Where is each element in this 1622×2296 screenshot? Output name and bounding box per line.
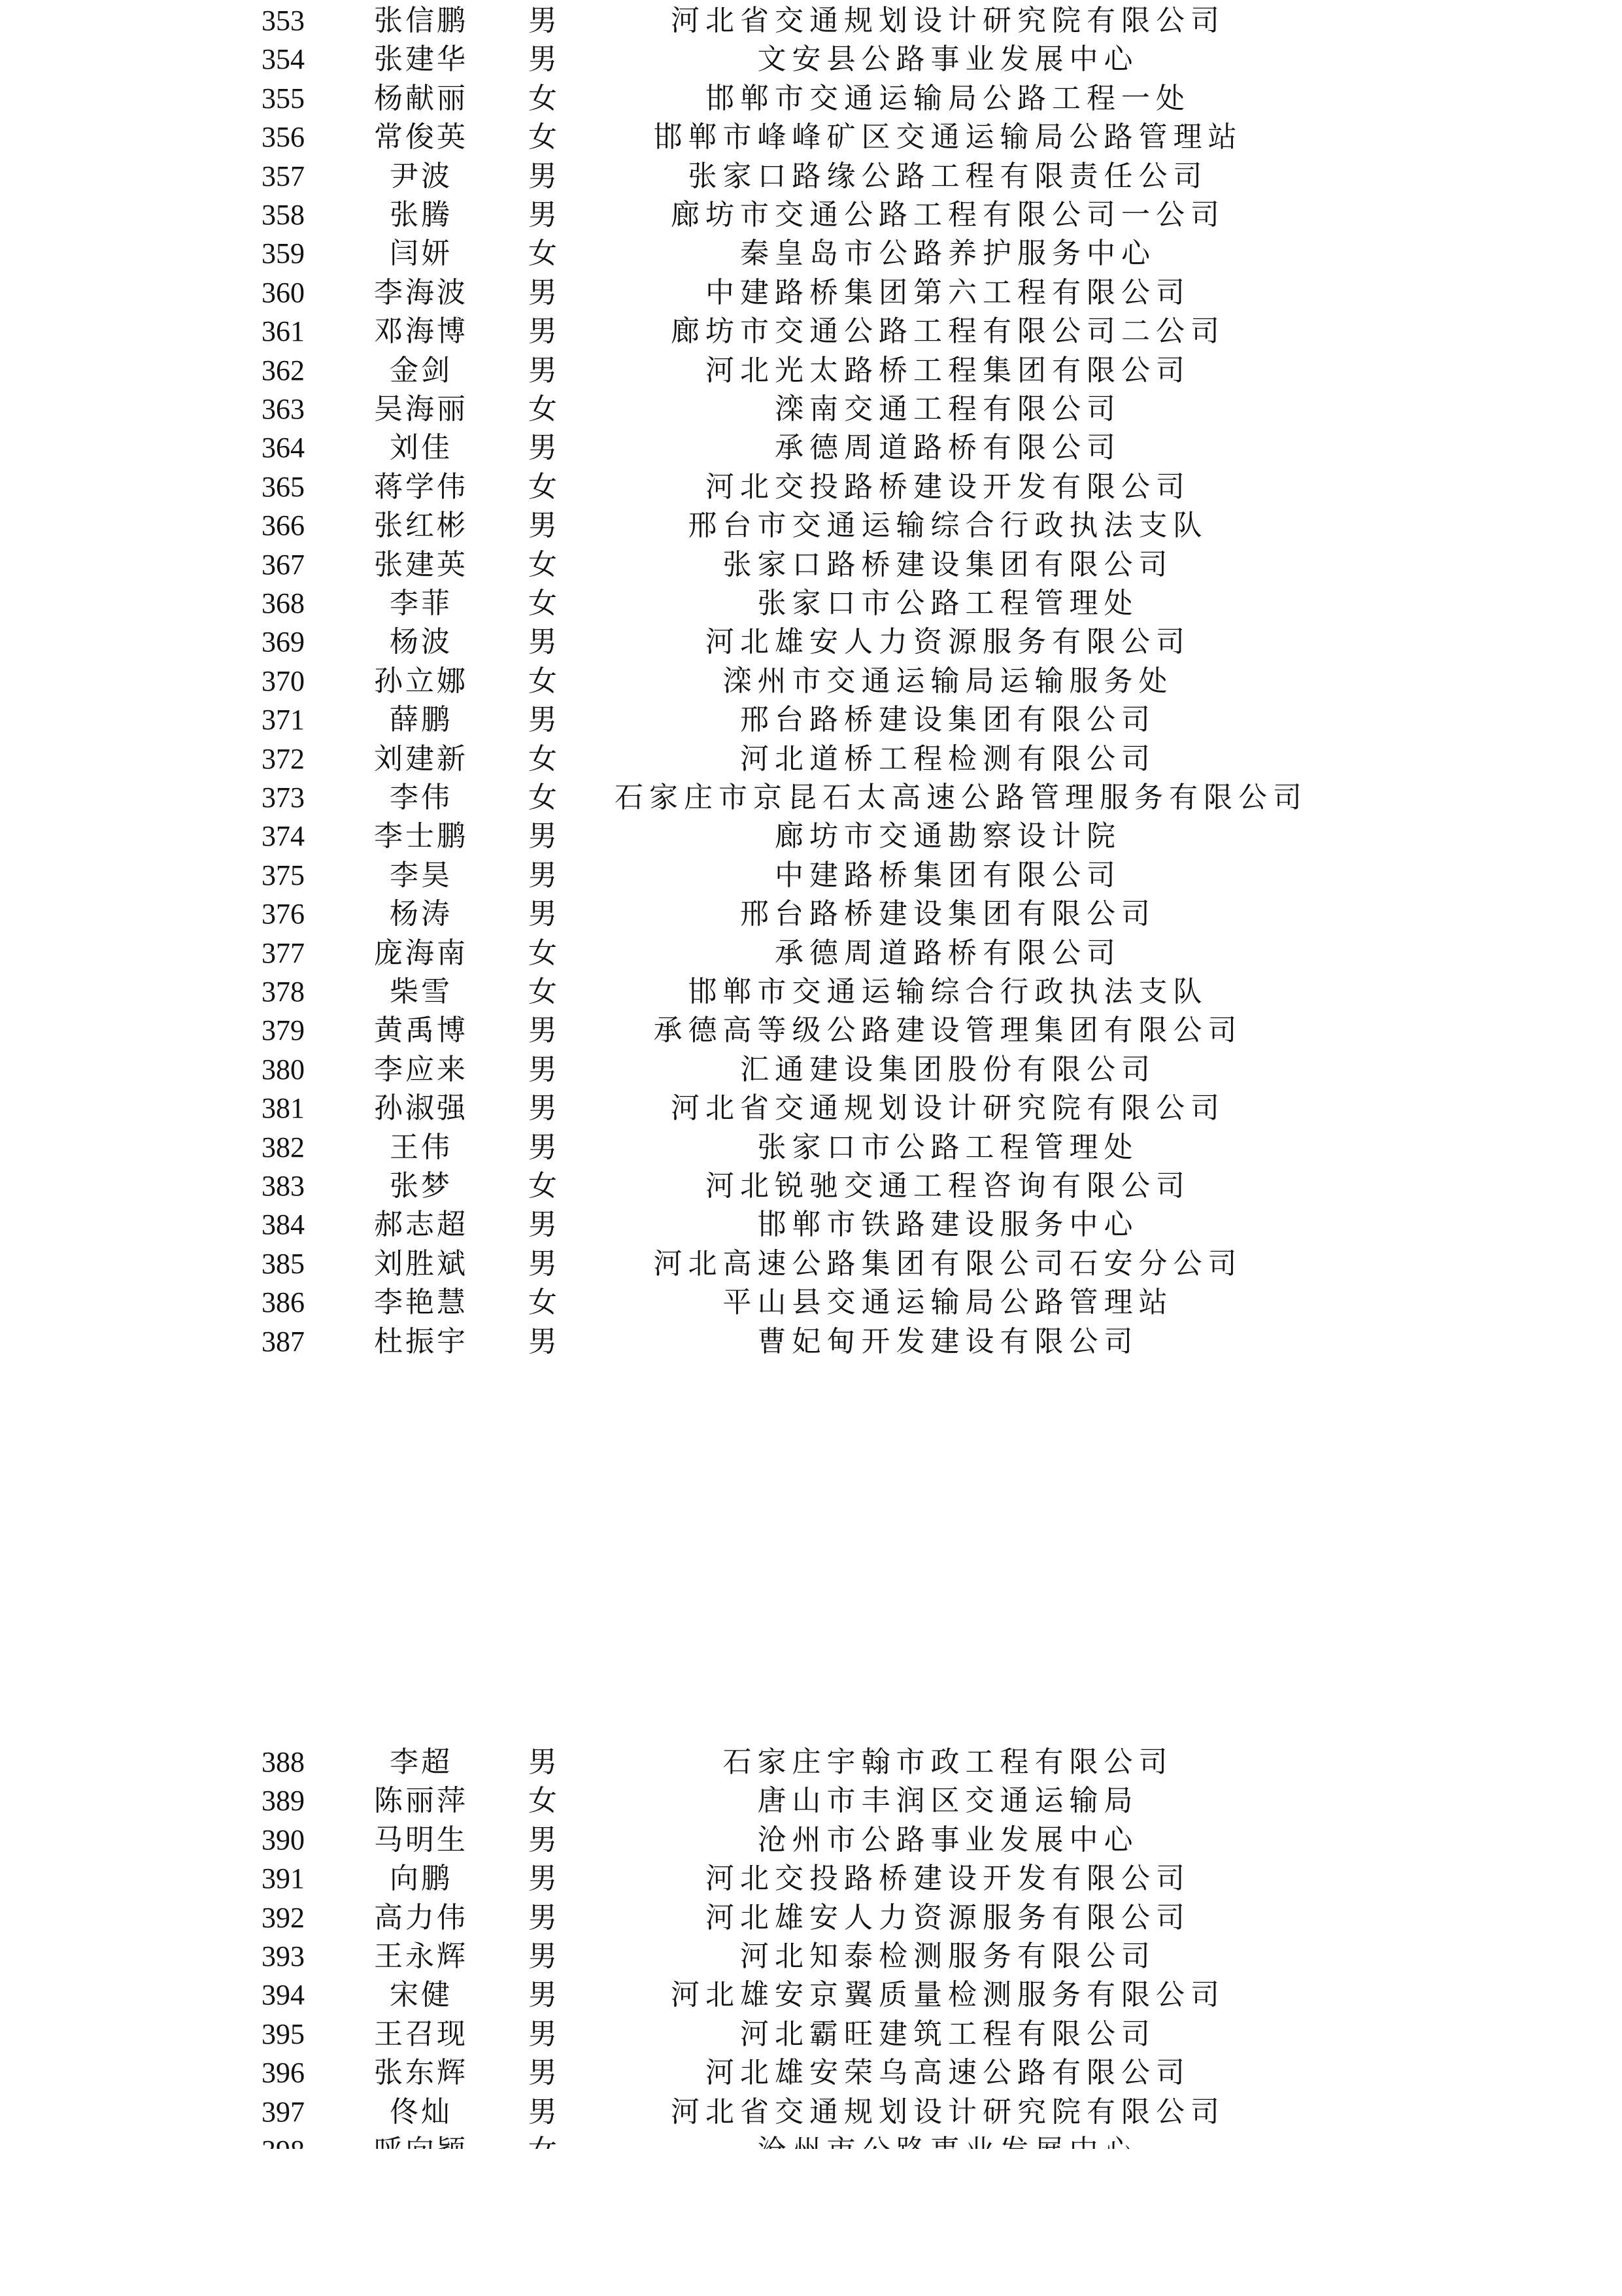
row-number: 378: [262, 976, 305, 1008]
table-row: [0, 740, 1622, 779]
page-bottom-margin: [0, 2149, 1622, 2296]
person-name: 邓海博: [374, 315, 468, 349]
row-number: 374: [262, 820, 305, 853]
organization: 河北省交通规划设计研究院有限公司: [671, 4, 1225, 37]
organization: 文安县公路事业发展中心: [757, 43, 1139, 77]
gender: 女: [528, 1286, 557, 1320]
row-number: 390: [262, 1823, 305, 1856]
table-row: [0, 1976, 1622, 2015]
row-number: 364: [262, 432, 305, 464]
gender: 女: [528, 237, 557, 271]
gender: 男: [528, 1246, 557, 1280]
person-name: 张建英: [374, 547, 468, 581]
gender: 男: [528, 819, 557, 853]
table-row: [0, 1011, 1622, 1050]
table-row: [0, 623, 1622, 662]
gender: 男: [528, 353, 557, 387]
row-number: 394: [262, 1979, 305, 2012]
gender: 女: [528, 587, 557, 620]
table-row: [0, 79, 1622, 118]
person-name: 刘胜斌: [374, 1246, 468, 1280]
organization: 中建路桥集团有限公司: [775, 858, 1121, 892]
organization: 张家口路桥建设集团有限公司: [722, 547, 1174, 581]
gender: 男: [528, 1862, 557, 1896]
table-row: [0, 40, 1622, 79]
person-name: 王永辉: [374, 1940, 468, 1973]
person-name: 李艳慧: [374, 1286, 468, 1320]
table-row: [0, 1898, 1622, 1938]
row-number: 361: [262, 315, 305, 348]
person-name: 陈丽萍: [374, 1784, 468, 1818]
organization: 河北光太路桥工程集团有限公司: [705, 353, 1191, 387]
gender: 女: [528, 1784, 557, 1818]
gender: 男: [528, 2017, 557, 2051]
row-number: 382: [262, 1131, 305, 1163]
organization: 河北交投路桥建设开发有限公司: [705, 470, 1191, 504]
row-number: 384: [262, 1208, 305, 1241]
table-row: [0, 273, 1622, 313]
gender: 男: [528, 858, 557, 892]
person-name: 孙立娜: [374, 664, 468, 698]
gender: 男: [528, 625, 557, 659]
gender: 女: [528, 81, 557, 115]
gender: 男: [528, 275, 557, 309]
gender: 男: [528, 43, 557, 77]
person-name: 高力伟: [374, 1900, 468, 1934]
row-number: 397: [262, 2095, 305, 2128]
row-number: 367: [262, 548, 305, 581]
row-number: 381: [262, 1092, 305, 1125]
gender: 女: [528, 664, 557, 698]
row-number: 395: [262, 2017, 305, 2050]
person-name: 李菲: [390, 587, 452, 620]
organization: 河北高速公路集团有限公司石安分公司: [653, 1246, 1243, 1280]
person-name: 闫妍: [390, 237, 452, 271]
row-number: 362: [262, 354, 305, 386]
organization: 廊坊市交通公路工程有限公司二公司: [671, 315, 1225, 349]
person-name: 李昊: [390, 858, 452, 892]
organization: 廊坊市交通勘察设计院: [775, 819, 1121, 853]
table-row: [0, 2053, 1622, 2093]
table-row: [0, 351, 1622, 390]
organization: 平山县交通运输局公路管理站: [722, 1286, 1174, 1320]
row-number: 373: [262, 781, 305, 814]
table-row: [0, 1283, 1622, 1322]
organization: 滦南交通工程有限公司: [775, 392, 1121, 426]
row-number: 376: [262, 898, 305, 931]
organization: 邯郸市交通运输综合行政执法支队: [688, 975, 1208, 1008]
organization: 河北雄安荣乌高速公路有限公司: [705, 2056, 1191, 2090]
gender: 女: [528, 1169, 557, 1203]
gender: 女: [528, 975, 557, 1008]
table-row: [0, 545, 1622, 585]
person-name: 王召现: [374, 2017, 468, 2051]
table-row: [0, 390, 1622, 429]
person-name: 佟灿: [390, 2095, 452, 2129]
table-row: [0, 817, 1622, 856]
person-name: 金剑: [390, 353, 452, 387]
row-number: 358: [262, 199, 305, 231]
row-number: 355: [262, 82, 305, 114]
organization: 河北省交通规划设计研究院有限公司: [671, 1091, 1225, 1125]
gender: 女: [528, 392, 557, 426]
row-number: 360: [262, 276, 305, 309]
person-name: 张信鹏: [374, 4, 468, 37]
row-number: 385: [262, 1247, 305, 1280]
person-name: 李应来: [374, 1052, 468, 1086]
table-row: [0, 778, 1622, 817]
row-number: 387: [262, 1325, 305, 1358]
organization: 河北交投路桥建设开发有限公司: [705, 1862, 1191, 1896]
gender: 男: [528, 509, 557, 543]
row-number: 386: [262, 1286, 305, 1319]
person-name: 张东辉: [374, 2056, 468, 2090]
organization: 张家口市公路工程管理处: [757, 587, 1139, 620]
person-name: 刘佳: [390, 431, 452, 465]
organization: 邯郸市峰峰矿区交通运输局公路管理站: [653, 120, 1243, 154]
organization: 承德周道路桥有限公司: [775, 936, 1121, 970]
table-row: [0, 1089, 1622, 1128]
row-number: 369: [262, 626, 305, 659]
row-number: 368: [262, 587, 305, 619]
gender: 男: [528, 315, 557, 349]
person-name: 常俊英: [374, 120, 468, 154]
table-row: [0, 1, 1622, 41]
person-name: 杜振宇: [374, 1324, 468, 1358]
table-row: [0, 700, 1622, 740]
person-name: 向鹏: [390, 1862, 452, 1896]
gender: 男: [528, 1823, 557, 1857]
table-row: [0, 1128, 1622, 1167]
organization: 河北雄安人力资源服务有限公司: [705, 1900, 1191, 1934]
person-name: 宋健: [390, 1978, 452, 2012]
gender: 男: [528, 703, 557, 737]
table-row: [0, 157, 1622, 196]
organization: 邢台路桥建设集团有限公司: [740, 897, 1156, 931]
person-name: 蒋学伟: [374, 470, 468, 504]
gender: 男: [528, 1130, 557, 1164]
organization: 河北知泰检测服务有限公司: [740, 1940, 1156, 1973]
organization: 中建路桥集团第六工程有限公司: [705, 275, 1191, 309]
row-number: 365: [262, 470, 305, 503]
gender: 女: [528, 470, 557, 504]
organization: 汇通建设集团股份有限公司: [740, 1052, 1156, 1086]
gender: 男: [528, 159, 557, 193]
organization: 石家庄市京昆石太高速公路管理服务有限公司: [615, 781, 1308, 814]
person-name: 柴雪: [390, 975, 452, 1008]
organization: 河北省交通规划设计研究院有限公司: [671, 2095, 1225, 2129]
gender: 男: [528, 1324, 557, 1358]
person-name: 张建华: [374, 43, 468, 77]
row-number: 353: [262, 5, 305, 37]
organization: 承德高等级公路建设管理集团有限公司: [653, 1014, 1243, 1048]
row-number: 359: [262, 237, 305, 270]
gender: 女: [528, 936, 557, 970]
table-row: [0, 856, 1622, 895]
table-row: [0, 428, 1622, 468]
row-number: 371: [262, 704, 305, 736]
table-row: [0, 584, 1622, 623]
table-row: [0, 934, 1622, 973]
row-number: 377: [262, 936, 305, 969]
person-name: 杨涛: [390, 897, 452, 931]
gender: 女: [528, 742, 557, 776]
gender: 男: [528, 4, 557, 37]
gender: 男: [528, 1940, 557, 1973]
person-name: 杨波: [390, 625, 452, 659]
gender: 男: [528, 1208, 557, 1242]
organization: 张家口市公路工程管理处: [757, 1130, 1139, 1164]
gender: 男: [528, 1014, 557, 1048]
gender: 男: [528, 1900, 557, 1934]
organization: 唐山市丰润区交通运输局: [757, 1784, 1139, 1818]
row-number: 393: [262, 1940, 305, 1972]
person-name: 李海波: [374, 275, 468, 309]
row-number: 380: [262, 1053, 305, 1086]
row-number: 389: [262, 1785, 305, 1817]
organization: 邯郸市交通运输局公路工程一处: [705, 81, 1191, 115]
row-number: 379: [262, 1014, 305, 1047]
table-row: [0, 662, 1622, 701]
person-name: 张梦: [390, 1169, 452, 1203]
row-number: 372: [262, 742, 305, 775]
gender: 男: [528, 1052, 557, 1086]
table-row: [0, 1781, 1622, 1821]
organization: 沧州市公路事业发展中心: [757, 1823, 1139, 1857]
table-row: [0, 1050, 1622, 1089]
row-number: 391: [262, 1862, 305, 1895]
table-row: [0, 1322, 1622, 1362]
person-name: 张红彬: [374, 509, 468, 543]
row-number: 370: [262, 664, 305, 697]
gender: 男: [528, 1091, 557, 1125]
row-number: 366: [262, 509, 305, 542]
gender: 男: [528, 198, 557, 231]
row-number: 383: [262, 1170, 305, 1202]
person-name: 李超: [390, 1745, 452, 1779]
gender: 女: [528, 120, 557, 154]
table-row: [0, 1743, 1622, 1782]
table-row: [0, 468, 1622, 507]
organization: 河北道桥工程检测有限公司: [740, 742, 1156, 776]
organization: 邢台路桥建设集团有限公司: [740, 703, 1156, 737]
person-name: 孙淑强: [374, 1091, 468, 1125]
gender: 男: [528, 431, 557, 465]
row-number: 363: [262, 393, 305, 425]
organization: 曹妃甸开发建设有限公司: [757, 1324, 1139, 1358]
person-name: 吴海丽: [374, 392, 468, 426]
gender: 男: [528, 1978, 557, 2012]
table-row: [0, 312, 1622, 351]
table-row: [0, 196, 1622, 235]
person-name: 李士鹏: [374, 819, 468, 853]
row-number: 356: [262, 121, 305, 154]
organization: 邢台市交通运输综合行政执法支队: [688, 509, 1208, 543]
person-name: 马明生: [374, 1823, 468, 1857]
person-name: 薛鹏: [390, 703, 452, 737]
gender: 女: [528, 781, 557, 814]
row-number: 375: [262, 859, 305, 891]
row-number: 357: [262, 160, 305, 192]
row-number: 392: [262, 1901, 305, 1934]
table-row: [0, 1937, 1622, 1976]
table-row: [0, 506, 1622, 545]
table-row: [0, 118, 1622, 157]
person-name: 尹波: [390, 159, 452, 193]
organization: 河北锐驰交通工程咨询有限公司: [705, 1169, 1191, 1203]
gender: 男: [528, 2056, 557, 2090]
person-name: 黄禹博: [374, 1014, 468, 1048]
organization: 张家口路缘公路工程有限责任公司: [688, 159, 1208, 193]
gender: 男: [528, 2095, 557, 2129]
organization: 秦皇岛市公路养护服务中心: [740, 237, 1156, 271]
person-name: 庞海南: [374, 936, 468, 970]
organization: 河北霸旺建筑工程有限公司: [740, 2017, 1156, 2051]
table-row: [0, 1821, 1622, 1860]
organization: 石家庄宇翰市政工程有限公司: [722, 1745, 1174, 1779]
organization: 滦州市交通运输局运输服务处: [722, 664, 1174, 698]
table-row: [0, 972, 1622, 1012]
person-name: 刘建新: [374, 742, 468, 776]
person-name: 杨献丽: [374, 81, 468, 115]
person-name: 郝志超: [374, 1208, 468, 1242]
organization: 承德周道路桥有限公司: [775, 431, 1121, 465]
table-row: [0, 1244, 1622, 1284]
gender: 男: [528, 1745, 557, 1779]
table-row: [0, 1205, 1622, 1244]
gender: 女: [528, 547, 557, 581]
table-row: [0, 2093, 1622, 2132]
table-row: [0, 895, 1622, 934]
row-number: 388: [262, 1746, 305, 1778]
organization: 河北雄安人力资源服务有限公司: [705, 625, 1191, 659]
gender: 男: [528, 897, 557, 931]
row-number: 354: [262, 43, 305, 76]
person-name: 王伟: [390, 1130, 452, 1164]
table-row: [0, 1859, 1622, 1898]
table-row: [0, 1167, 1622, 1206]
organization: 河北雄安京翼质量检测服务有限公司: [671, 1978, 1225, 2012]
person-name: 李伟: [390, 781, 452, 814]
organization: 廊坊市交通公路工程有限公司一公司: [671, 198, 1225, 231]
table-row: [0, 234, 1622, 273]
person-name: 张腾: [390, 198, 452, 231]
row-number: 396: [262, 2057, 305, 2089]
organization: 邯郸市铁路建设服务中心: [757, 1208, 1139, 1242]
table-row: [0, 2015, 1622, 2054]
